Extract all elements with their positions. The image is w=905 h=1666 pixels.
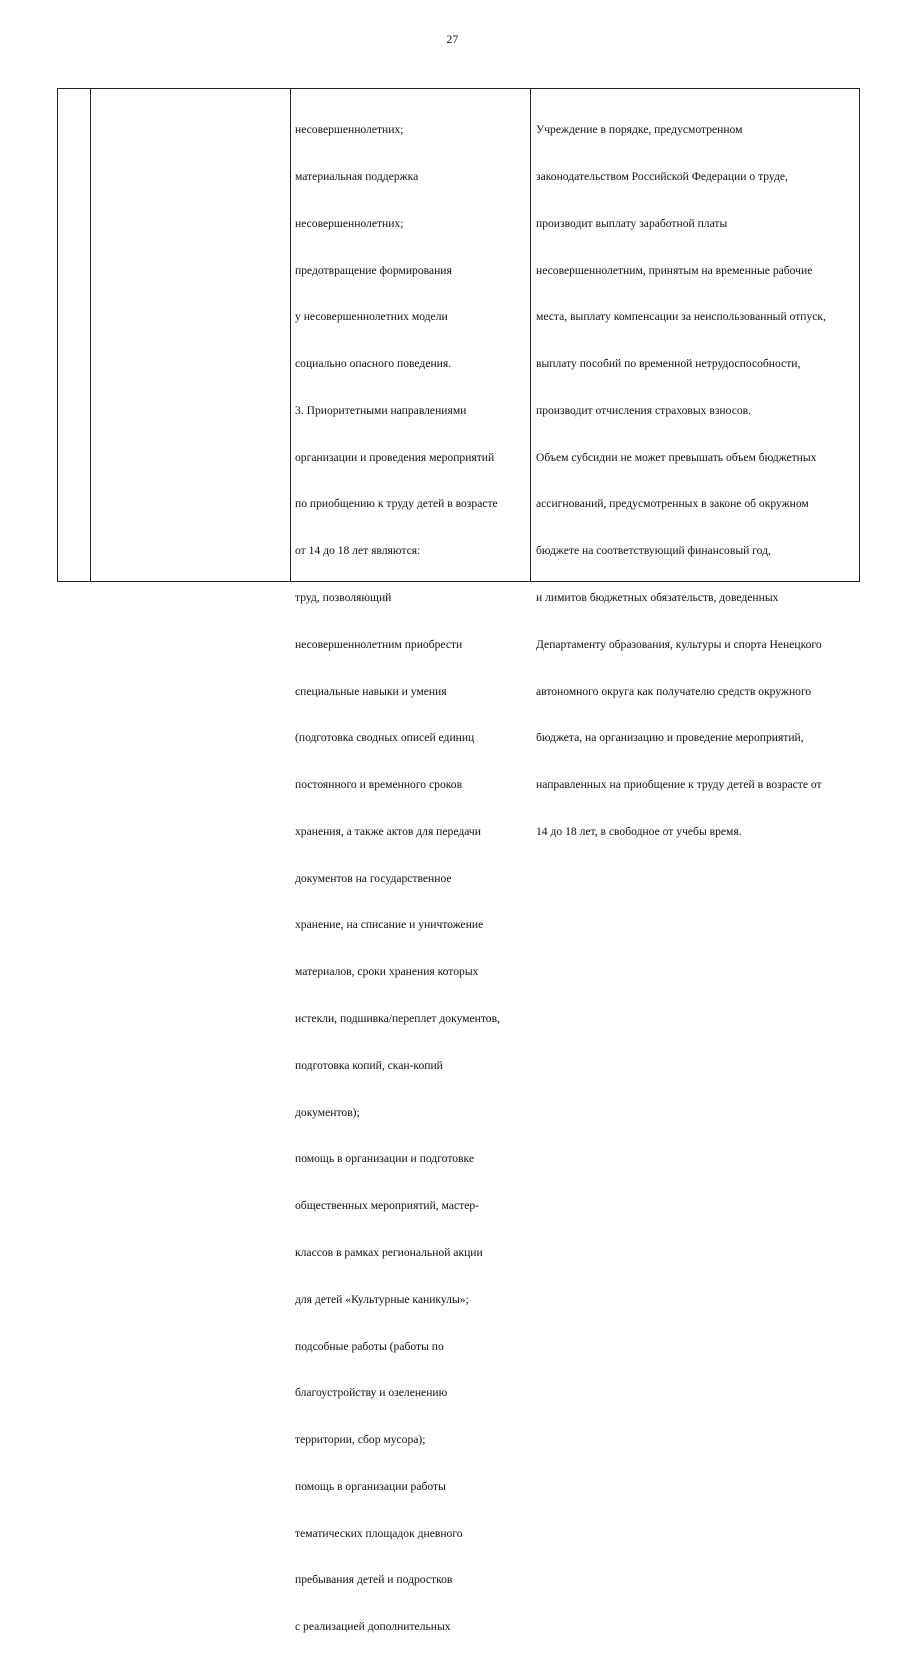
table-cell-line: Учреждение в порядке, предусмотренном xyxy=(536,123,743,137)
page-number: 27 xyxy=(446,34,459,46)
table-cell-line: несовершеннолетним приобрести xyxy=(295,637,463,651)
document-table xyxy=(57,88,860,1634)
table-cell-col4 xyxy=(536,91,826,871)
table-cell-line: документов на государственное xyxy=(295,871,452,885)
table-cell-line: материалов, сроки хранения которых xyxy=(295,965,479,979)
table-cell-line: социально опасного поведения. xyxy=(295,357,452,371)
table-cell-line: бюджета, на организацию и проведение мероприятий, xyxy=(536,731,804,745)
table-cell-line: для детей «Культурные каникулы»; xyxy=(295,1292,469,1306)
table-cell-line: по приобщению к труду детей в возрасте xyxy=(295,497,498,511)
table-cell-line: 3. Приоритетными направлениями xyxy=(295,403,467,417)
table-cell-line: несовершеннолетних; xyxy=(295,216,404,230)
table-cell-line: с реализацией дополнительных xyxy=(295,1620,451,1634)
table-cell-line: и лимитов бюджетных обязательств, доведенных xyxy=(536,591,779,604)
table-cell-line: несовершеннолетних; xyxy=(295,123,404,137)
table-cell-line: территории, сбор мусора); xyxy=(295,1433,426,1447)
table-cell-col3 xyxy=(295,91,500,1666)
table-cell-line: помощь в организации и подготовке xyxy=(295,1152,474,1166)
table-cell-line: общественных мероприятий, мастер- xyxy=(295,1199,480,1213)
table-cell-line: предотвращение формирования xyxy=(295,263,452,277)
column-divider-2 xyxy=(290,89,291,581)
table-cell-line: ассигнований, предусмотренных в законе об окружном xyxy=(536,497,809,511)
table-cell-line: Объем субсидии не может превышать объем бюджетных xyxy=(536,450,817,464)
table-cell-line: от 14 до 18 лет являются: xyxy=(295,544,421,558)
table-cell-line: места, выплату компенсации за неиспользованный отпуск, xyxy=(536,310,826,324)
table-cell-line: выплату пособий по временной нетрудоспособности, xyxy=(536,357,801,371)
table-cell-line: пребывания детей и подростков xyxy=(295,1573,453,1587)
table-cell-line: труд, позволяющий xyxy=(295,591,392,604)
table-cell-line: бюджете на соответствующий финансовый год, xyxy=(536,544,771,558)
table-cell-line: благоустройству и озеленению xyxy=(295,1386,448,1400)
table-cell-line: тематических площадок дневного xyxy=(295,1526,463,1540)
table-cell-line: хранение, на списание и уничтожение xyxy=(295,918,484,932)
table-cell-line: подготовка копий, скан-копий xyxy=(295,1058,443,1072)
table-cell-line: производит отчисления страховых взносов. xyxy=(536,403,752,417)
table-cell-line: подсобные работы (работы по xyxy=(295,1339,444,1353)
table-cell-line: производит выплату заработной платы xyxy=(536,216,728,230)
table-cell-line: 14 до 18 лет, в свободное от учебы время. xyxy=(536,824,742,838)
column-divider-3 xyxy=(530,89,531,581)
table-cell-line: автономного округа как получателю средств окружного xyxy=(536,684,812,698)
table-cell-line: материальная поддержка xyxy=(295,169,419,183)
table-cell-line: помощь в организации работы xyxy=(295,1479,446,1493)
table-cell-line: истекли, подшивка/переплет документов, xyxy=(295,1012,500,1026)
table-cell-line: (подготовка сводных описей единиц xyxy=(295,731,475,745)
table-cell-line: законодательством Российской Федерации о труде, xyxy=(536,169,788,183)
table-cell-line: организации и проведения мероприятий xyxy=(295,450,495,464)
table-cell-line: у несовершеннолетних модели xyxy=(295,310,448,324)
table-cell-line: постоянного и временного сроков xyxy=(295,778,463,792)
table-cell-line: документов); xyxy=(295,1105,360,1119)
table-cell-line: направленных на приобщение к труду детей в возрасте от xyxy=(536,778,822,792)
table-cell-line: специальные навыки и умения xyxy=(295,684,447,698)
table-cell-line: Департаменту образования, культуры и спорта Ненецкого xyxy=(536,637,822,651)
table-cell-line: хранения, а также актов для передачи xyxy=(295,824,481,838)
table-cell-line: несовершеннолетним, принятым на временные рабочие xyxy=(536,263,813,277)
table-cell-line: классов в рамках региональной акции xyxy=(295,1245,483,1259)
column-divider-1 xyxy=(90,89,91,581)
